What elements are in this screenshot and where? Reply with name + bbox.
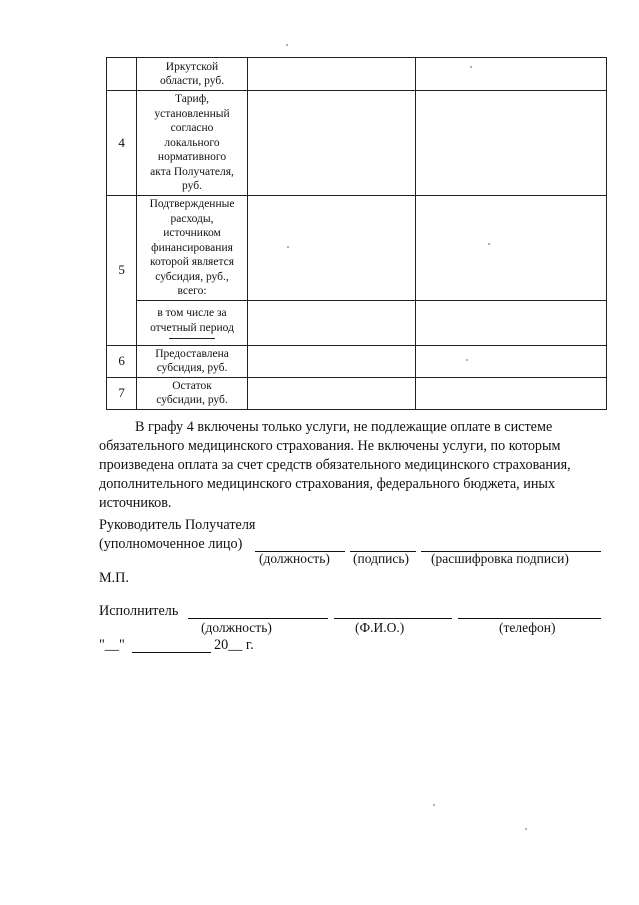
row-number: 7 — [107, 377, 137, 409]
executor-position-line[interactable] — [188, 618, 328, 619]
table-cell-empty — [415, 58, 606, 91]
row-label: в том числе за отчетный период — [137, 300, 247, 345]
table-cell-empty — [415, 377, 606, 409]
caption-executor-phone: (телефон) — [499, 620, 556, 635]
caption-executor-position: (должность) — [201, 620, 272, 635]
caption-sign: (подпись) — [353, 551, 410, 566]
date-month-line[interactable] — [132, 652, 211, 653]
table-row — [107, 345, 607, 377]
date-year: 20__ г. — [214, 637, 254, 653]
head-title: Руководитель Получателя — [99, 517, 256, 533]
row-label: Предоставлена субсидия, руб. — [137, 345, 247, 377]
scan-speck — [433, 804, 435, 806]
executor-name-line[interactable] — [334, 618, 452, 619]
caption-executor-name: (Ф.И.О.) — [355, 620, 405, 635]
row-label: Тариф, установленный согласно локального нормативного акта Получателя, руб. — [137, 91, 247, 196]
dash-mark — [169, 338, 215, 339]
table-cell-empty — [247, 91, 415, 196]
scan-speck — [466, 359, 468, 361]
table-cell-empty — [415, 196, 606, 301]
table-row — [107, 300, 607, 345]
table-cell-empty — [247, 58, 415, 91]
head-subtitle: (уполномоченное лицо) — [99, 536, 243, 552]
table-row — [107, 58, 607, 91]
table-cell-empty — [415, 300, 606, 345]
table-cell-empty — [247, 377, 415, 409]
scan-speck — [287, 246, 289, 248]
table-cell-empty — [415, 91, 606, 196]
table-cell-empty — [247, 345, 415, 377]
scan-speck — [286, 44, 288, 46]
subsidy-report-table — [106, 57, 607, 410]
table-cell-empty — [247, 196, 415, 301]
table-cell-empty — [247, 300, 415, 345]
table-row — [107, 91, 607, 196]
scan-speck — [525, 828, 527, 830]
row-label: Остаток субсидии, руб. — [137, 377, 247, 409]
stamp-place: М.П. — [99, 570, 129, 586]
row-number: 5 — [107, 196, 137, 346]
caption-position: (должность) — [259, 551, 330, 566]
caption-decode: (расшифровка подписи) — [431, 551, 569, 566]
executor-phone-line[interactable] — [458, 618, 601, 619]
row-number: 4 — [107, 91, 137, 196]
date-quote: "__" — [99, 637, 125, 653]
table-cell-empty — [415, 345, 606, 377]
row-number: 6 — [107, 345, 137, 377]
row-label: Иркутской области, руб. — [137, 58, 247, 91]
row-number — [107, 58, 137, 91]
note-paragraph: В графу 4 включены только услуги, не подлежащие оплате в системе обязательного медицинского страхования. Не включены услуги, по которым произведена оплата за счет средств обязательного медицинского страхования, дополнительного медицинского страхования, федерального бюджета, иных источников. — [99, 419, 571, 511]
table-row — [107, 196, 607, 301]
scan-speck — [470, 66, 472, 68]
scan-speck — [488, 243, 490, 245]
table-row — [107, 377, 607, 409]
row-label: Подтвержденные расходы, источником финансирования которой является субсидия, руб., всего: — [137, 196, 247, 301]
executor-label: Исполнитель — [99, 603, 179, 619]
